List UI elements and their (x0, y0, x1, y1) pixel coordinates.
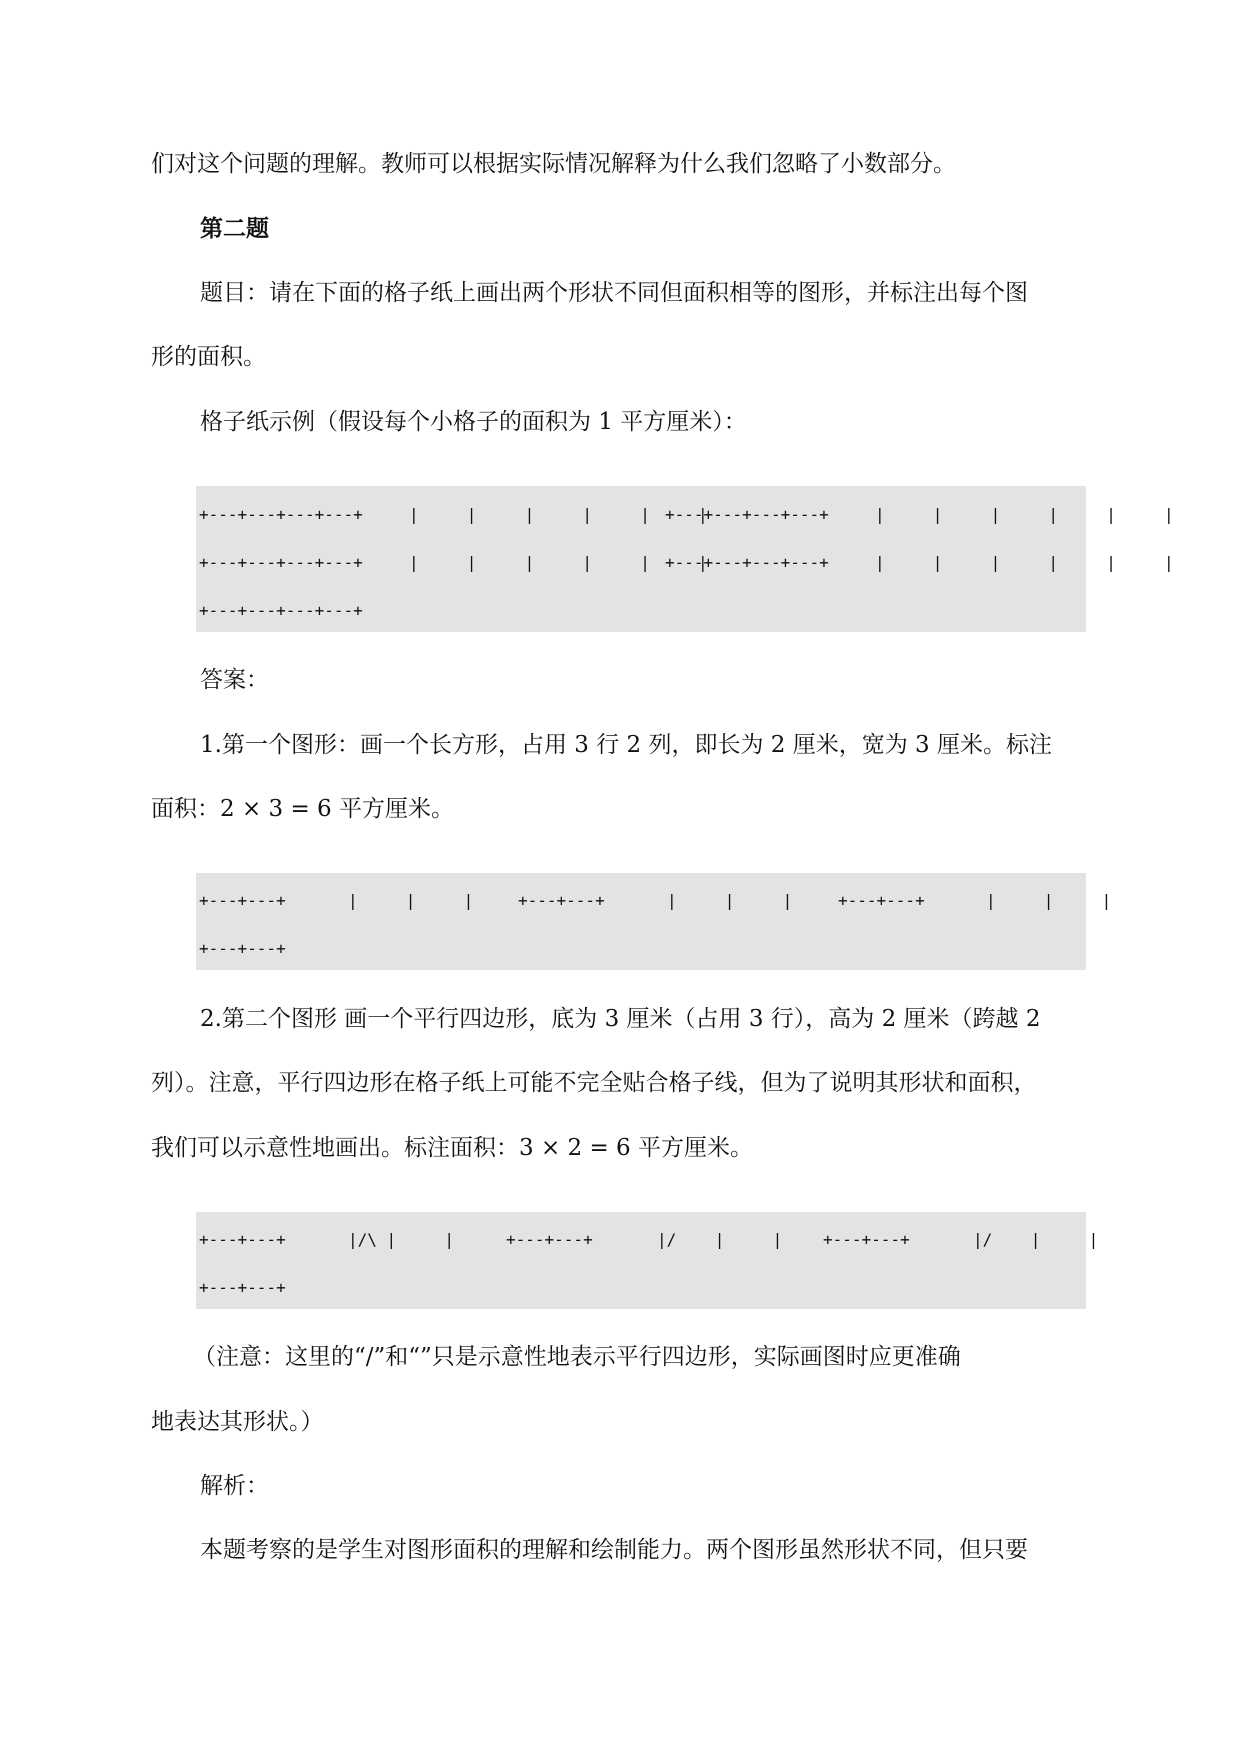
grid-line: +---+---+ (199, 1230, 286, 1249)
question-text-line-2: 形的面积。 (151, 344, 266, 370)
grid-line: |/\ | | (348, 1230, 454, 1249)
paragraph-continued: 们对这个问题的理解。教师可以根据实际情况解释为什么我们忽略了小数部分。 (151, 151, 956, 177)
grid-line: | | | | | | (409, 505, 708, 524)
section-heading: 第二题 (200, 215, 269, 242)
parallelogram-drawing-block (196, 1212, 1099, 1309)
rectangle-drawing-block (196, 873, 1112, 970)
answer-1-line-1: 1.第一个图形：画一个长方形，占用 3 行 2 列，即长为 2 厘米，宽为 3 厘米。标注 (200, 732, 1052, 758)
answer-label: 答案： (200, 667, 269, 693)
grid-paper-example-block (196, 486, 1174, 632)
grid-line: | | | | | | (409, 553, 708, 572)
grid-line: +---+---+---+---+ (665, 505, 829, 524)
grid-line: | | | | | | (875, 505, 1174, 524)
question-text-line-1: 题目：请在下面的格子纸上画出两个形状不同但面积相等的图形，并标注出每个图 (200, 280, 1028, 306)
grid-line: +---+---+---+---+ (199, 601, 363, 620)
grid-line: +---+---+ (199, 939, 286, 958)
grid-line: | | | (986, 891, 1112, 910)
grid-line: +---+---+ (199, 1278, 286, 1297)
grid-line: +---+---+ (506, 1230, 593, 1249)
grid-line: +---+---+ (838, 891, 925, 910)
grid-line: |/ | | (657, 1230, 783, 1249)
grid-line: +---+---+ (199, 891, 286, 910)
analysis-label: 解析： (200, 1473, 269, 1499)
grid-line: | | | | | | (875, 553, 1174, 572)
answer-2-line-2: 列）。注意，平行四边形在格子纸上可能不完全贴合格子线，但为了说明其形状和面积， (151, 1070, 1037, 1096)
grid-line: +---+---+---+---+ (199, 505, 363, 524)
grid-line: | | | (667, 891, 793, 910)
analysis-line-1: 本题考察的是学生对图形面积的理解和绘制能力。两个图形虽然形状不同，但只要 (200, 1537, 1028, 1563)
answer-1-line-2: 面积：2 × 3 = 6 平方厘米。 (151, 796, 454, 822)
answer-2-line-1: 2.第二个图形 画一个平行四边形，底为 3 厘米（占用 3 行），高为 2 厘米（跨越 2 (200, 1006, 1041, 1032)
grid-paper-intro: 格子纸示例（假设每个小格子的面积为 1 平方厘米）： (200, 409, 747, 435)
answer-2-line-3: 我们可以示意性地画出。标注面积：3 × 2 = 6 平方厘米。 (151, 1135, 753, 1161)
grid-line: +---+---+ (823, 1230, 910, 1249)
grid-line: +---+---+---+---+ (199, 553, 363, 572)
grid-line: |/ | | (973, 1230, 1099, 1249)
grid-line: +---+---+ (518, 891, 605, 910)
grid-line: +---+---+---+---+ (665, 553, 829, 572)
grid-line: | | | (348, 891, 474, 910)
note-line-1: （注意：这里的“/”和“”只是示意性地表示平行四边形，实际画图时应更准确 (193, 1344, 961, 1370)
note-line-2: 地表达其形状。） (151, 1409, 324, 1435)
